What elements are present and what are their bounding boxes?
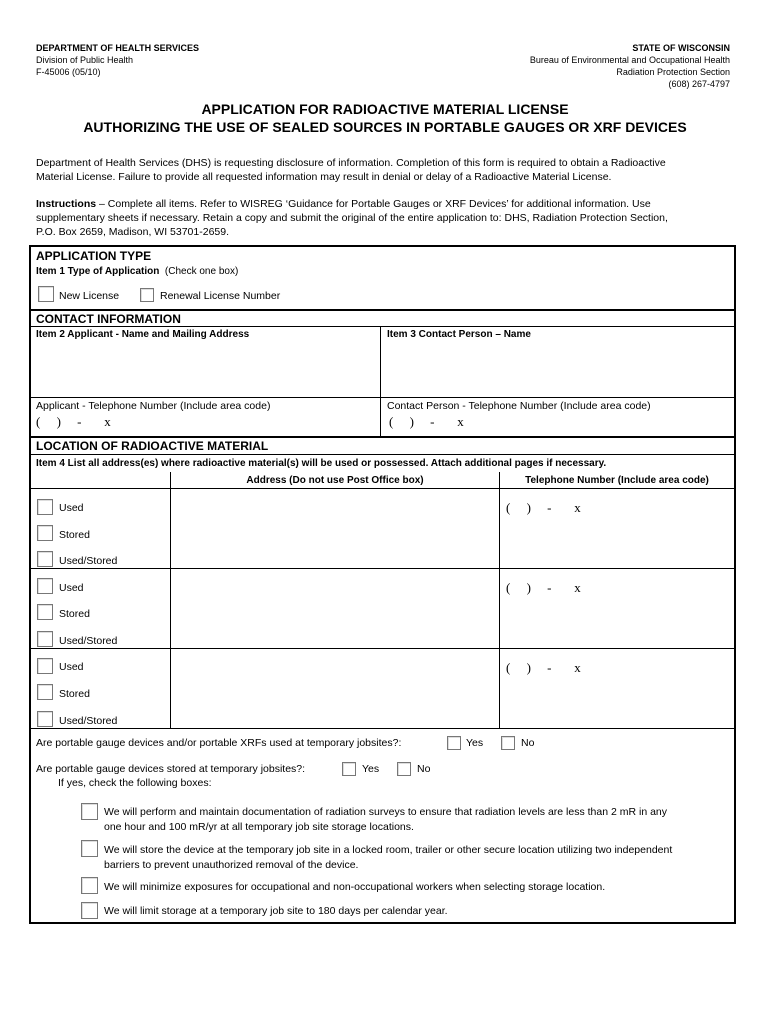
section-application-type: APPLICATION TYPE bbox=[36, 249, 152, 263]
temporary-use-yes-checkbox[interactable] bbox=[447, 736, 461, 750]
divider bbox=[380, 326, 381, 437]
used-stored-checkbox[interactable] bbox=[37, 631, 53, 647]
temporary-storage-question: Are portable gauge devices stored at temporary jobsites?: bbox=[36, 763, 306, 775]
address-column-header: Address (Do not use Post Office box) bbox=[246, 475, 424, 486]
instructions-line: – Complete all items. Refer to WISREG ‘Guidance for Portable Gauges or XRF Devices’ for additional information. Use bbox=[96, 198, 651, 210]
applicant-name-address-field[interactable] bbox=[31, 342, 379, 396]
contact-person-name-field[interactable] bbox=[382, 342, 734, 396]
divider bbox=[31, 488, 734, 489]
used-stored-label: Used/Stored bbox=[59, 635, 118, 647]
used-stored-label: Used/Stored bbox=[59, 715, 118, 727]
applicant-phone-field[interactable]: ( ) - x bbox=[36, 414, 111, 429]
commitment-line: barriers to prevent unauthorized removal of the device. bbox=[104, 859, 359, 871]
stored-checkbox[interactable] bbox=[37, 604, 53, 620]
section-location: LOCATION OF RADIOACTIVE MATERIAL bbox=[36, 439, 269, 453]
location-address-field[interactable] bbox=[172, 490, 498, 567]
disclosure-line: Material License. Failure to provide all requested information may result in denial or delay of a Radioactive Material License. bbox=[36, 171, 612, 183]
instructions-line: supplementary sheets if necessary. Retain a copy and submit the original of the entire application to: DHS, Radiation Protection Section, bbox=[36, 212, 668, 224]
temporary-storage-yes-label: Yes bbox=[362, 763, 380, 775]
applicant-phone-label: Applicant - Telephone Number (Include area code) bbox=[36, 400, 271, 412]
location-address-field[interactable] bbox=[172, 650, 498, 727]
divider bbox=[31, 568, 734, 569]
section-contact-information: CONTACT INFORMATION bbox=[36, 312, 181, 326]
used-checkbox[interactable] bbox=[37, 578, 53, 594]
commitment-line: one hour and 100 mR/yr at all temporary job site storage locations. bbox=[104, 821, 414, 833]
department-name: DEPARTMENT OF HEALTH SERVICES bbox=[36, 43, 200, 53]
stored-label: Stored bbox=[59, 608, 90, 620]
used-stored-checkbox[interactable] bbox=[37, 711, 53, 727]
secure-storage-text bbox=[104, 844, 734, 872]
bureau-name: Bureau of Environmental and Occupational Health bbox=[529, 55, 730, 65]
item1-note: (Check one box) bbox=[164, 266, 239, 277]
division-name: Division of Public Health bbox=[36, 55, 134, 65]
secure-storage-checkbox[interactable] bbox=[81, 840, 98, 857]
new-license-checkbox[interactable] bbox=[38, 286, 54, 302]
item1-label bbox=[36, 266, 238, 278]
renewal-license-checkbox[interactable] bbox=[140, 288, 154, 302]
minimize-exposure-checkbox[interactable] bbox=[81, 877, 98, 894]
location-address-field[interactable] bbox=[172, 570, 498, 647]
temporary-use-question: Are portable gauge devices and/or portable XRFs used at temporary jobsites?: bbox=[36, 737, 402, 749]
divider bbox=[170, 472, 171, 729]
divider bbox=[499, 472, 500, 729]
temporary-storage-no-label: No bbox=[417, 763, 431, 775]
instructions-line: P.O. Box 2659, Madison, WI 53701-2659. bbox=[36, 226, 230, 238]
phone-column-header: Telephone Number (Include area code) bbox=[525, 475, 709, 486]
disclosure-line: Department of Health Services (DHS) is requesting disclosure of information. Completion of this form is required to obtain a Radioactive bbox=[36, 157, 666, 169]
used-label: Used bbox=[59, 502, 84, 514]
divider bbox=[31, 454, 734, 455]
item3-label: Item 3 Contact Person – Name bbox=[387, 329, 531, 340]
divider bbox=[31, 648, 734, 649]
new-license-label: New License bbox=[59, 290, 120, 302]
stored-label: Stored bbox=[59, 529, 90, 541]
used-stored-checkbox[interactable] bbox=[37, 551, 53, 567]
form-number: F-45006 (05/10) bbox=[36, 67, 101, 77]
agency-header bbox=[36, 42, 199, 78]
item4-label: Item 4 List all address(es) where radioactive material(s) will be used or possessed. Attach additional pages if necessary. bbox=[36, 458, 607, 469]
temporary-use-no-checkbox[interactable] bbox=[501, 736, 515, 750]
used-stored-label: Used/Stored bbox=[59, 555, 118, 567]
item1-title: Item 1 Type of Application bbox=[36, 266, 160, 277]
divider bbox=[31, 397, 734, 398]
minimize-exposure-text: We will minimize exposures for occupational and non-occupational workers when selecting storage location. bbox=[104, 881, 606, 893]
temporary-storage-yes-checkbox[interactable] bbox=[342, 762, 356, 776]
state-name: STATE OF WISCONSIN bbox=[632, 43, 730, 53]
disclosure-text bbox=[36, 156, 736, 184]
storage-limit-text: We will limit storage at a temporary job site to 180 days per calendar year. bbox=[104, 905, 448, 917]
section-phone: (608) 267-4797 bbox=[668, 79, 730, 89]
survey-commitment-text bbox=[104, 806, 734, 834]
divider bbox=[31, 436, 734, 438]
commitment-line: We will perform and maintain documentation of radiation surveys to ensure that radiation levels are less than 2 mR in any bbox=[104, 806, 668, 818]
stored-checkbox[interactable] bbox=[37, 684, 53, 700]
stored-label: Stored bbox=[59, 688, 90, 700]
temporary-storage-no-checkbox[interactable] bbox=[397, 762, 411, 776]
stored-checkbox[interactable] bbox=[37, 525, 53, 541]
divider bbox=[31, 309, 734, 311]
storage-limit-checkbox[interactable] bbox=[81, 902, 98, 919]
contact-phone-field[interactable]: ( ) - x bbox=[389, 414, 464, 429]
application-form bbox=[29, 245, 736, 924]
divider bbox=[31, 326, 734, 327]
used-label: Used bbox=[59, 582, 84, 594]
item2-label: Item 2 Applicant - Name and Mailing Address bbox=[36, 329, 250, 340]
survey-commitment-checkbox[interactable] bbox=[81, 803, 98, 820]
section-name: Radiation Protection Section bbox=[616, 67, 730, 77]
used-checkbox[interactable] bbox=[37, 499, 53, 515]
if-yes-instruction: If yes, check the following boxes: bbox=[58, 777, 212, 789]
commitment-line: We will store the device at the temporary job site in a locked room, trailer or other secure location utilizing two independent bbox=[104, 844, 673, 856]
contact-phone-label: Contact Person - Telephone Number (Include area code) bbox=[387, 400, 651, 412]
used-label: Used bbox=[59, 661, 84, 673]
state-header bbox=[530, 42, 730, 90]
renewal-license-label: Renewal License Number bbox=[160, 290, 281, 302]
location-phone-field[interactable]: ( ) - x bbox=[506, 580, 581, 595]
temporary-use-no-label: No bbox=[521, 737, 535, 749]
instructions-text bbox=[36, 197, 736, 239]
instructions-label: Instructions bbox=[36, 198, 97, 210]
form-title: APPLICATION FOR RADIOACTIVE MATERIAL LICENSE bbox=[201, 101, 569, 117]
temporary-use-yes-label: Yes bbox=[466, 737, 484, 749]
location-phone-field[interactable]: ( ) - x bbox=[506, 660, 581, 675]
form-subtitle: AUTHORIZING THE USE OF SEALED SOURCES IN PORTABLE GAUGES OR XRF DEVICES bbox=[83, 119, 687, 135]
used-checkbox[interactable] bbox=[37, 658, 53, 674]
divider bbox=[31, 728, 734, 729]
location-phone-field[interactable]: ( ) - x bbox=[506, 500, 581, 515]
